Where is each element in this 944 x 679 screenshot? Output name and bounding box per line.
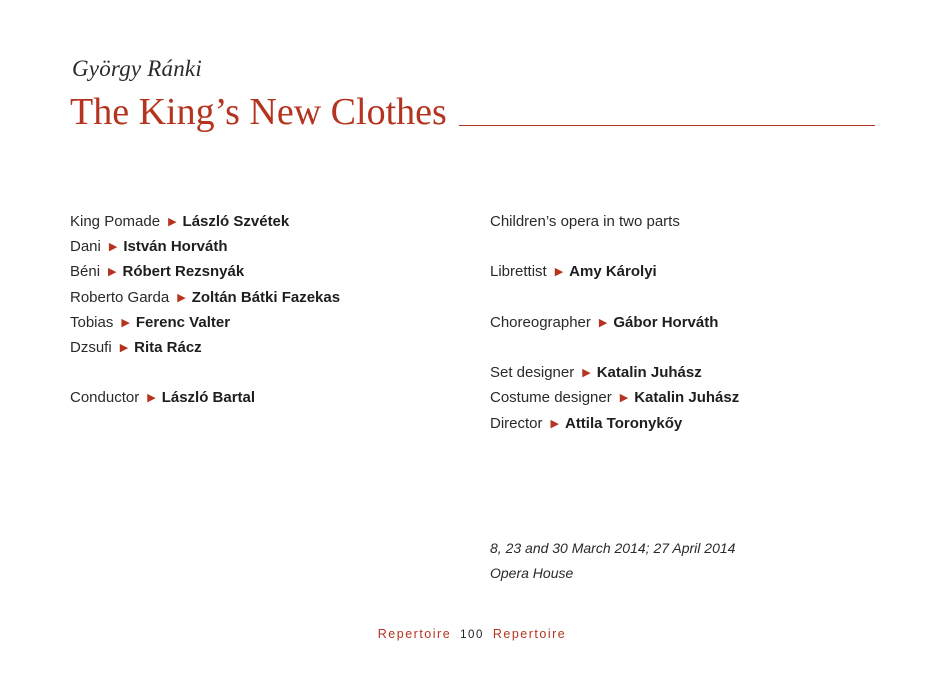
- cast-line: [70, 285, 470, 310]
- credit-line: [490, 411, 910, 436]
- credit-name: Attila Toronykőy: [564, 414, 683, 432]
- composer-name: György Ránki: [72, 56, 202, 81]
- genre-text: Children’s opera in two parts: [490, 213, 680, 230]
- role-label: Director: [490, 414, 543, 432]
- performer-name: Zoltán Bátki Fazekas: [191, 288, 341, 306]
- arrow-icon: ▶: [168, 216, 177, 228]
- arrow-icon: ▶: [147, 392, 156, 405]
- arrow-icon: ▶: [582, 367, 591, 380]
- role-label: Costume designer: [490, 389, 612, 407]
- role-label: Set designer: [490, 364, 575, 382]
- performer-name: László Szvétek: [182, 213, 290, 230]
- cast-line: [70, 259, 470, 284]
- conductor-name: László Bartal: [161, 389, 256, 407]
- credit-name: Katalin Juhász: [634, 389, 740, 407]
- role-label: King Pomade: [70, 213, 161, 230]
- role-label: Choreographer: [490, 313, 591, 331]
- performer-name: Rita Rácz: [134, 338, 202, 356]
- arrow-icon: ▶: [619, 392, 629, 405]
- title-rule: [459, 125, 875, 126]
- arrow-icon: ▶: [119, 341, 129, 354]
- credit-name: Katalin Juhász: [596, 364, 702, 382]
- credit-line: [490, 310, 910, 335]
- arrow-icon: ▶: [121, 316, 130, 329]
- role-label: Tobias: [70, 313, 114, 331]
- credit-line: [490, 360, 910, 385]
- conductor-line: [70, 385, 470, 410]
- page-footer: [0, 627, 944, 641]
- genre-line: [490, 209, 910, 234]
- arrow-icon: ▶: [108, 241, 118, 254]
- spacer: [490, 234, 910, 259]
- cast-line: [70, 234, 470, 259]
- role-label: Roberto Garda: [70, 288, 170, 306]
- spacer: [490, 285, 910, 310]
- arrow-icon: ▶: [598, 316, 608, 329]
- arrow-icon: ▶: [177, 291, 186, 304]
- arrow-icon: ▶: [550, 417, 559, 430]
- credit-line: [490, 259, 910, 284]
- performance-dates: 8, 23 and 30 March 2014; 27 April 2014: [490, 540, 736, 556]
- role-label: Béni: [70, 263, 101, 281]
- role-label: Dzsufi: [70, 338, 112, 356]
- credit-name: Amy Károlyi: [569, 263, 657, 281]
- arrow-icon: ▶: [554, 266, 564, 279]
- footer-section-right: Repertoire: [492, 627, 567, 641]
- role-label: Librettist: [490, 263, 547, 281]
- cast-line: [70, 209, 470, 234]
- footer-section-left: Repertoire: [377, 627, 452, 641]
- opera-title: The King’s New Clothes: [70, 91, 447, 133]
- cast-line: [70, 335, 470, 360]
- production-column: [490, 209, 910, 436]
- spacer: [70, 360, 470, 385]
- performer-name: Róbert Rezsnyák: [122, 263, 245, 281]
- role-label: Conductor: [70, 389, 140, 407]
- spacer: [490, 335, 910, 360]
- performer-name: István Horváth: [123, 238, 228, 256]
- performance-info: [490, 536, 735, 586]
- arrow-icon: ▶: [108, 266, 117, 279]
- cast-column: [70, 209, 470, 411]
- credit-line: [490, 385, 910, 410]
- performance-venue: Opera House: [490, 565, 574, 581]
- role-label: Dani: [70, 238, 101, 256]
- performer-name: Ferenc Valter: [135, 313, 231, 331]
- credit-name: Gábor Horváth: [613, 313, 719, 331]
- cast-line: [70, 310, 470, 335]
- title-row: [70, 90, 875, 134]
- page-number: 100: [460, 629, 484, 641]
